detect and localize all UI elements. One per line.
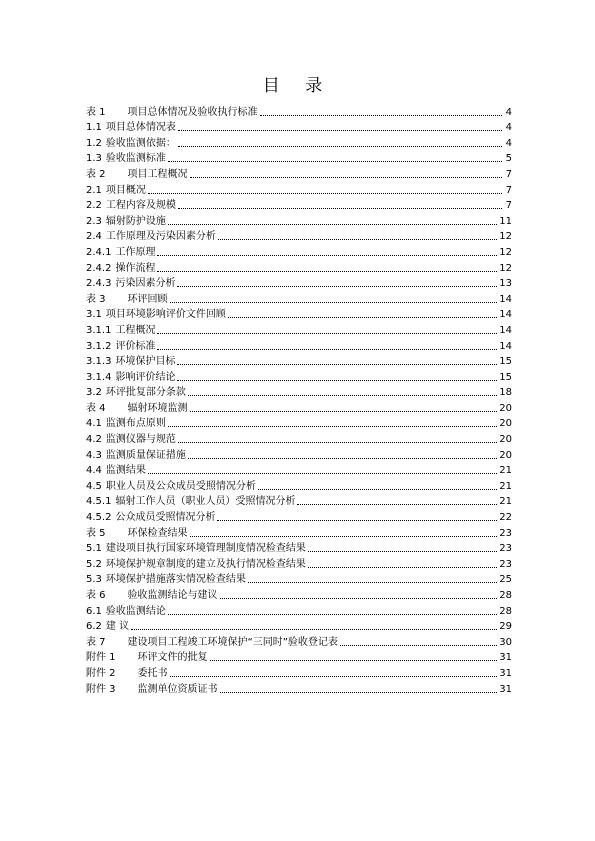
toc-entry-label <box>86 121 176 134</box>
toc-entry-label <box>86 402 188 415</box>
toc-entry-number: 3.2 <box>86 387 102 399</box>
toc-entry-title: 监测结果 <box>105 465 146 477</box>
toc-entry[interactable] <box>86 275 512 291</box>
toc-entry-number: 3.1.3 <box>86 356 112 368</box>
toc-entry-title: 验收监测结论 <box>105 605 166 617</box>
toc-entry-title: 建 议 <box>105 621 130 633</box>
toc-entry-page: 4 <box>505 122 512 134</box>
toc-dot-leader <box>157 332 497 334</box>
toc-entry[interactable] <box>86 508 512 524</box>
toc-entry-page: 5 <box>505 153 512 165</box>
toc-entry-page: 13 <box>499 278 512 290</box>
toc-entry-title: 环境保护规章制度的建立及执行情况检查结果 <box>105 558 306 570</box>
toc-dot-leader <box>248 581 497 583</box>
toc-dot-leader <box>157 254 497 256</box>
table-of-contents <box>86 103 512 696</box>
toc-entry-number: 6.2 <box>86 621 102 633</box>
toc-entry-number: 3.1.1 <box>86 324 112 336</box>
toc-entry-label <box>86 293 168 306</box>
toc-entry-page: 20 <box>499 418 512 430</box>
toc-entry-label <box>86 340 155 353</box>
toc-entry-title: 工程概况 <box>115 324 156 336</box>
toc-entry-label <box>86 246 155 259</box>
toc-entry-title: 建设项目执行国家环境管理制度情况检查结果 <box>105 543 306 555</box>
toc-entry-page: 12 <box>499 262 512 274</box>
toc-entry[interactable] <box>86 493 512 509</box>
toc-dot-leader <box>297 503 497 505</box>
toc-entry[interactable] <box>86 321 512 337</box>
toc-entry-label <box>86 355 175 368</box>
toc-entry-title: 验收监测依据： <box>105 137 176 149</box>
toc-dot-leader <box>188 457 497 459</box>
toc-entry-number: 1.1 <box>86 122 102 134</box>
toc-entry-label <box>86 480 256 493</box>
toc-entry-number: 附件 1 <box>86 652 116 664</box>
toc-entry-title: 环评文件的批复 <box>137 652 208 664</box>
toc-entry[interactable] <box>86 602 512 618</box>
toc-dot-leader <box>131 628 497 630</box>
toc-dot-leader <box>178 145 502 147</box>
toc-entry-page: 20 <box>499 449 512 461</box>
toc-entry-label <box>86 106 258 119</box>
toc-entry-title: 职业人员及公众成员受照情况分析 <box>105 480 256 492</box>
toc-entry[interactable] <box>86 680 512 696</box>
toc-entry[interactable] <box>86 664 512 680</box>
toc-entry-page: 20 <box>499 402 512 414</box>
toc-dot-leader <box>218 238 497 240</box>
toc-entry-title: 建设项目工程竣工环境保护“三同时”验收登记表 <box>127 636 338 648</box>
toc-entry-title: 项目工程概况 <box>127 168 188 180</box>
toc-entry-number: 1.3 <box>86 153 102 165</box>
toc-entry-title: 辐射工作人员（职业人员）受照情况分析 <box>115 496 296 508</box>
toc-entry-page: 15 <box>499 356 512 368</box>
toc-entry-page: 4 <box>505 106 512 118</box>
toc-entry-title: 污染因素分析 <box>115 278 176 290</box>
toc-entry-number: 3.1.2 <box>86 340 112 352</box>
toc-entry-label <box>86 636 338 649</box>
toc-entry-label <box>86 464 146 477</box>
toc-entry-title: 环评回顾 <box>127 293 168 305</box>
toc-entry-label <box>86 683 218 696</box>
toc-entry-page: 7 <box>505 200 512 212</box>
toc-entry[interactable] <box>86 633 512 649</box>
toc-dot-leader <box>190 176 502 178</box>
toc-dot-leader <box>177 363 497 365</box>
toc-entry-label <box>86 573 246 586</box>
toc-dot-leader <box>168 425 497 427</box>
toc-entry-page: 23 <box>499 558 512 570</box>
toc-dot-leader <box>178 441 497 443</box>
toc-entry-label <box>86 589 218 602</box>
toc-entry-title: 监测布点原则 <box>105 418 166 430</box>
toc-entry-title: 辐射环境监测 <box>127 402 188 414</box>
toc-entry-label <box>86 433 176 446</box>
toc-entry-label <box>86 449 186 462</box>
toc-entry-title: 影响评价结论 <box>115 371 176 383</box>
toc-dot-leader <box>157 348 497 350</box>
toc-entry-label <box>86 324 155 337</box>
toc-entry-number: 4.5 <box>86 480 102 492</box>
toc-entry-page: 29 <box>499 621 512 633</box>
toc-entry-title: 项目概况 <box>105 184 146 196</box>
toc-entry-title: 环保检查结果 <box>127 527 188 539</box>
toc-entry-title: 监测单位资质证书 <box>137 683 218 695</box>
toc-entry-number: 2.1 <box>86 184 102 196</box>
toc-entry-label <box>86 230 216 243</box>
toc-entry-page: 30 <box>499 636 512 648</box>
toc-entry-title: 环境保护措施落实情况检查结果 <box>105 574 246 586</box>
toc-entry-title: 环境保护目标 <box>115 356 176 368</box>
toc-entry[interactable] <box>86 384 512 400</box>
toc-entry[interactable] <box>86 119 512 135</box>
toc-entry-title: 评价标准 <box>115 340 156 352</box>
toc-entry-title: 项目环境影响评价文件回顾 <box>105 309 226 321</box>
toc-dot-leader <box>210 659 498 661</box>
toc-entry[interactable] <box>86 353 512 369</box>
toc-dot-leader <box>220 691 498 693</box>
toc-entry-label <box>86 215 166 228</box>
toc-entry[interactable] <box>86 446 512 462</box>
toc-entry-label <box>86 308 226 321</box>
toc-entry-number: 2.2 <box>86 200 102 212</box>
toc-entry[interactable] <box>86 649 512 665</box>
toc-entry-number: 4.4 <box>86 465 102 477</box>
toc-entry[interactable] <box>86 212 512 228</box>
toc-entry-label <box>86 277 175 290</box>
toc-entry-page: 18 <box>499 387 512 399</box>
toc-entry-title: 操作流程 <box>115 262 156 274</box>
toc-entry-label <box>86 137 176 150</box>
toc-entry-label <box>86 651 208 664</box>
toc-entry-title: 辐射防护设施 <box>105 215 166 227</box>
toc-dot-leader <box>190 410 498 412</box>
toc-entry-label <box>86 542 306 555</box>
toc-entry-title: 项目总体情况及验收执行标准 <box>127 106 258 118</box>
toc-entry[interactable] <box>86 415 512 431</box>
page-title: 目 录 <box>262 76 333 96</box>
toc-entry[interactable] <box>86 134 512 150</box>
toc-entry[interactable] <box>86 524 512 540</box>
toc-dot-leader <box>220 597 498 599</box>
toc-entry[interactable] <box>86 306 512 322</box>
toc-entry-title: 环评批复部分条款 <box>105 387 186 399</box>
toc-entry-page: 31 <box>499 683 512 695</box>
toc-entry-number: 表 1 <box>86 106 106 118</box>
toc-dot-leader <box>308 550 497 552</box>
toc-entry-page: 14 <box>499 340 512 352</box>
toc-entry-page: 14 <box>499 293 512 305</box>
toc-entry-label <box>86 386 186 399</box>
toc-dot-leader <box>177 379 497 381</box>
toc-entry-number: 表 7 <box>86 636 106 648</box>
toc-entry[interactable] <box>86 228 512 244</box>
toc-entry-label <box>86 371 175 384</box>
toc-entry-number: 表 4 <box>86 402 106 414</box>
toc-entry[interactable] <box>86 368 512 384</box>
toc-entry-number: 表 2 <box>86 168 106 180</box>
toc-entry-page: 28 <box>499 605 512 617</box>
toc-entry-number: 4.5.1 <box>86 496 112 508</box>
toc-dot-leader <box>148 192 502 194</box>
toc-entry-number: 2.4.3 <box>86 278 112 290</box>
toc-entry[interactable] <box>86 430 512 446</box>
toc-entry-page: 23 <box>499 527 512 539</box>
toc-entry-page: 7 <box>505 168 512 180</box>
toc-entry[interactable] <box>86 103 512 119</box>
toc-entry-title: 验收监测标准 <box>105 153 166 165</box>
toc-entry[interactable] <box>86 462 512 478</box>
toc-entry-page: 14 <box>499 309 512 321</box>
toc-entry-number: 表 6 <box>86 590 106 601</box>
toc-dot-leader <box>170 301 498 303</box>
toc-entry-label <box>86 511 215 524</box>
toc-entry-title: 监测仪器与规范 <box>105 434 176 446</box>
toc-entry-title: 工程内容及规模 <box>105 200 176 212</box>
toc-entry-number: 2.3 <box>86 215 102 227</box>
toc-entry-number: 表 3 <box>86 293 106 305</box>
toc-entry-label <box>86 620 129 633</box>
toc-entry-label <box>86 184 146 197</box>
toc-entry-page: 14 <box>499 324 512 336</box>
toc-entry-page: 31 <box>499 667 512 679</box>
toc-entry[interactable] <box>86 259 512 275</box>
toc-entry-label <box>86 558 306 571</box>
toc-dot-leader <box>258 488 497 490</box>
toc-entry-page: 21 <box>499 480 512 492</box>
toc-entry-label <box>86 527 188 540</box>
toc-entry[interactable] <box>86 571 512 587</box>
toc-dot-leader <box>178 129 502 131</box>
toc-entry-title: 项目总体情况表 <box>105 122 176 134</box>
toc-dot-leader <box>260 114 502 116</box>
toc-dot-leader <box>168 160 502 162</box>
toc-entry[interactable] <box>86 150 512 166</box>
toc-dot-leader <box>148 472 497 474</box>
toc-entry-label <box>86 168 188 181</box>
toc-entry-number: 2.4.2 <box>86 262 112 274</box>
toc-entry-label <box>86 152 166 165</box>
toc-entry-number: 4.2 <box>86 434 102 446</box>
toc-entry-number: 3.1 <box>86 309 102 321</box>
toc-dot-leader <box>177 285 497 287</box>
toc-entry-label <box>86 605 166 618</box>
toc-dot-leader <box>308 566 497 568</box>
toc-entry-number: 表 5 <box>86 527 106 539</box>
toc-dot-leader <box>170 675 498 677</box>
toc-entry[interactable] <box>86 181 512 197</box>
toc-entry-page: 11 <box>499 215 512 227</box>
toc-entry-page: 21 <box>499 465 512 477</box>
toc-entry-number: 5.3 <box>86 574 102 586</box>
toc-entry-number: 4.1 <box>86 418 102 430</box>
toc-entry-page: 22 <box>499 512 512 524</box>
toc-entry-title: 公众成员受照情况分析 <box>115 512 216 524</box>
toc-entry-page: 23 <box>499 543 512 555</box>
toc-entry[interactable] <box>86 540 512 556</box>
toc-entry-number: 4.3 <box>86 449 102 461</box>
toc-entry-page: 12 <box>499 231 512 243</box>
toc-entry-page: 25 <box>499 574 512 586</box>
toc-entry[interactable] <box>86 165 512 181</box>
toc-entry[interactable] <box>86 243 512 259</box>
toc-entry-number: 5.1 <box>86 543 102 555</box>
toc-entry-title: 委托书 <box>137 667 168 679</box>
toc-dot-leader <box>188 394 497 396</box>
toc-entry[interactable] <box>86 197 512 213</box>
toc-entry-number: 3.1.4 <box>86 371 112 383</box>
toc-entry-label <box>86 667 168 680</box>
toc-dot-leader <box>168 613 497 615</box>
toc-entry-page: 7 <box>505 184 512 196</box>
toc-dot-leader <box>157 270 497 272</box>
toc-entry[interactable] <box>86 555 512 571</box>
toc-entry-title: 验收监测结论与建议 <box>127 590 218 601</box>
toc-entry[interactable] <box>86 586 512 602</box>
toc-entry-title: 工作原理及污染因素分析 <box>105 231 216 243</box>
toc-entry-page: 21 <box>499 496 512 508</box>
toc-entry-number: 4.5.2 <box>86 512 112 524</box>
toc-entry-number: 2.4.1 <box>86 246 112 258</box>
toc-dot-leader <box>217 519 497 521</box>
toc-entry[interactable] <box>86 290 512 306</box>
toc-entry-page: 31 <box>499 652 512 664</box>
toc-entry-label <box>86 495 295 508</box>
toc-entry-label <box>86 417 166 430</box>
toc-entry-page: 20 <box>499 434 512 446</box>
toc-entry-page: 4 <box>505 137 512 149</box>
toc-entry-page: 15 <box>499 371 512 383</box>
toc-entry-label <box>86 262 155 275</box>
toc-entry-number: 1.2 <box>86 137 102 149</box>
toc-entry-page: 12 <box>499 246 512 258</box>
toc-dot-leader <box>168 223 497 225</box>
toc-entry-number: 5.2 <box>86 558 102 570</box>
toc-entry-title: 监测质量保证措施 <box>105 449 186 461</box>
toc-entry-number: 附件 3 <box>86 683 116 695</box>
toc-entry-title: 工作原理 <box>115 246 156 258</box>
toc-dot-leader <box>190 535 498 537</box>
toc-entry-number: 2.4 <box>86 231 102 243</box>
toc-dot-leader <box>228 316 497 318</box>
toc-dot-leader <box>178 207 502 209</box>
toc-entry-label <box>86 199 176 212</box>
toc-entry[interactable] <box>86 477 512 493</box>
toc-entry-number: 6.1 <box>86 605 102 617</box>
toc-entry[interactable] <box>86 337 512 353</box>
toc-entry[interactable] <box>86 399 512 415</box>
toc-entry[interactable] <box>86 618 512 634</box>
toc-dot-leader <box>340 644 497 646</box>
toc-entry-number: 附件 2 <box>86 667 116 679</box>
toc-entry-page: 28 <box>499 590 512 601</box>
